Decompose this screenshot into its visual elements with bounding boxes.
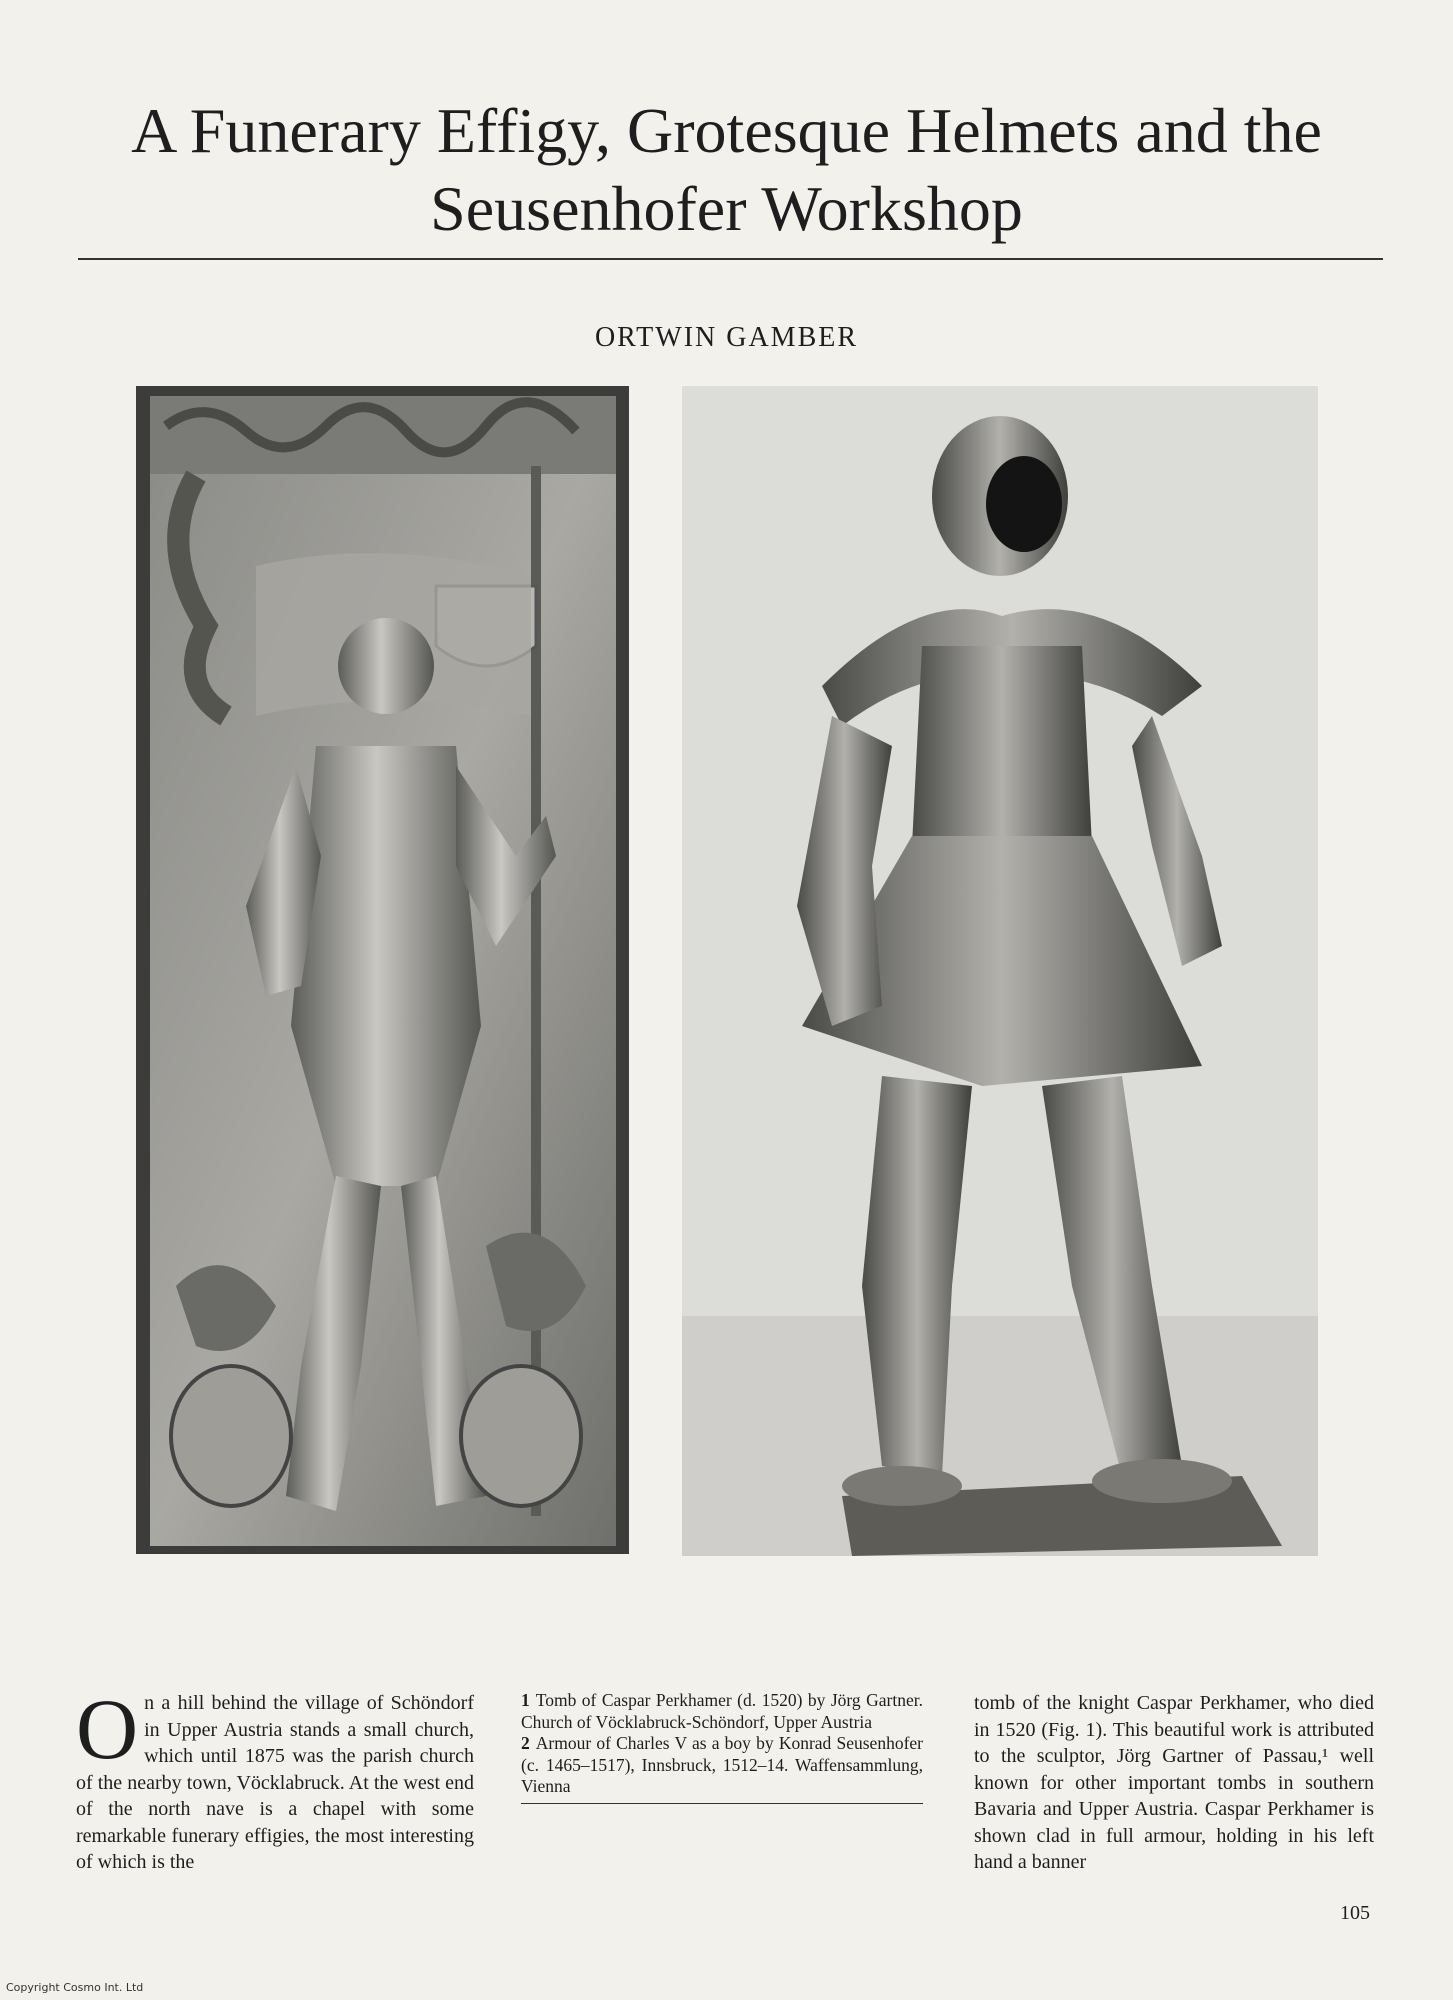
body-column-3 — [974, 1690, 1374, 1876]
caption-1 — [521, 1690, 923, 1733]
caption-text: Armour of Charles V as a boy by Konrad Seusenhofer (c. 1465–1517), Innsbruck, 1512–14. Waffensammlung, Vienna — [521, 1733, 923, 1796]
caption-2 — [521, 1733, 923, 1798]
caption-text: Tomb of Caspar Perkhamer (d. 1520) by Jörg Gartner. Church of Vöcklabruck-Schöndorf, Upper Austria — [521, 1690, 923, 1732]
caption-number: 1 — [521, 1690, 530, 1710]
tomb-effigy-photo — [136, 386, 629, 1554]
author-name: ORTWIN GAMBER — [594, 322, 859, 353]
copyright-notice: Copyright Cosmo Int. Ltd — [6, 1981, 144, 1994]
caption-divider — [521, 1803, 923, 1804]
body-column-1 — [76, 1681, 474, 1876]
armour-photo — [682, 386, 1318, 1556]
body-text-3: tomb of the knight Caspar Perkhamer, who died in 1520 (Fig. 1). This beautiful work is attributed to the sculptor, Jörg Gartner of Passau,¹ well known for other important tombs in southern Bavaria and Upper Austria. Caspar Perkhamer is shown clad in full armour, holding in his left hand a banner — [974, 1692, 1374, 1873]
article-title: A Funerary Effigy, Grotesque Helmets and the Seusenhofer Workshop — [131, 95, 1322, 244]
drop-cap: O — [76, 1681, 139, 1777]
figure-captions — [521, 1690, 923, 1804]
caption-number: 2 — [521, 1733, 530, 1753]
body-text-1: n a hill behind the village of Schöndorf in Upper Austria stands a small church, which until 1875 was the parish church of the nearby town, Vöcklabruck. At the west end of the north nave is a chapel with some remarkable funerary effigies, the most interesting of which is the — [76, 1692, 474, 1873]
page-number: 105 — [1340, 1902, 1370, 1924]
title-divider — [78, 258, 1383, 260]
